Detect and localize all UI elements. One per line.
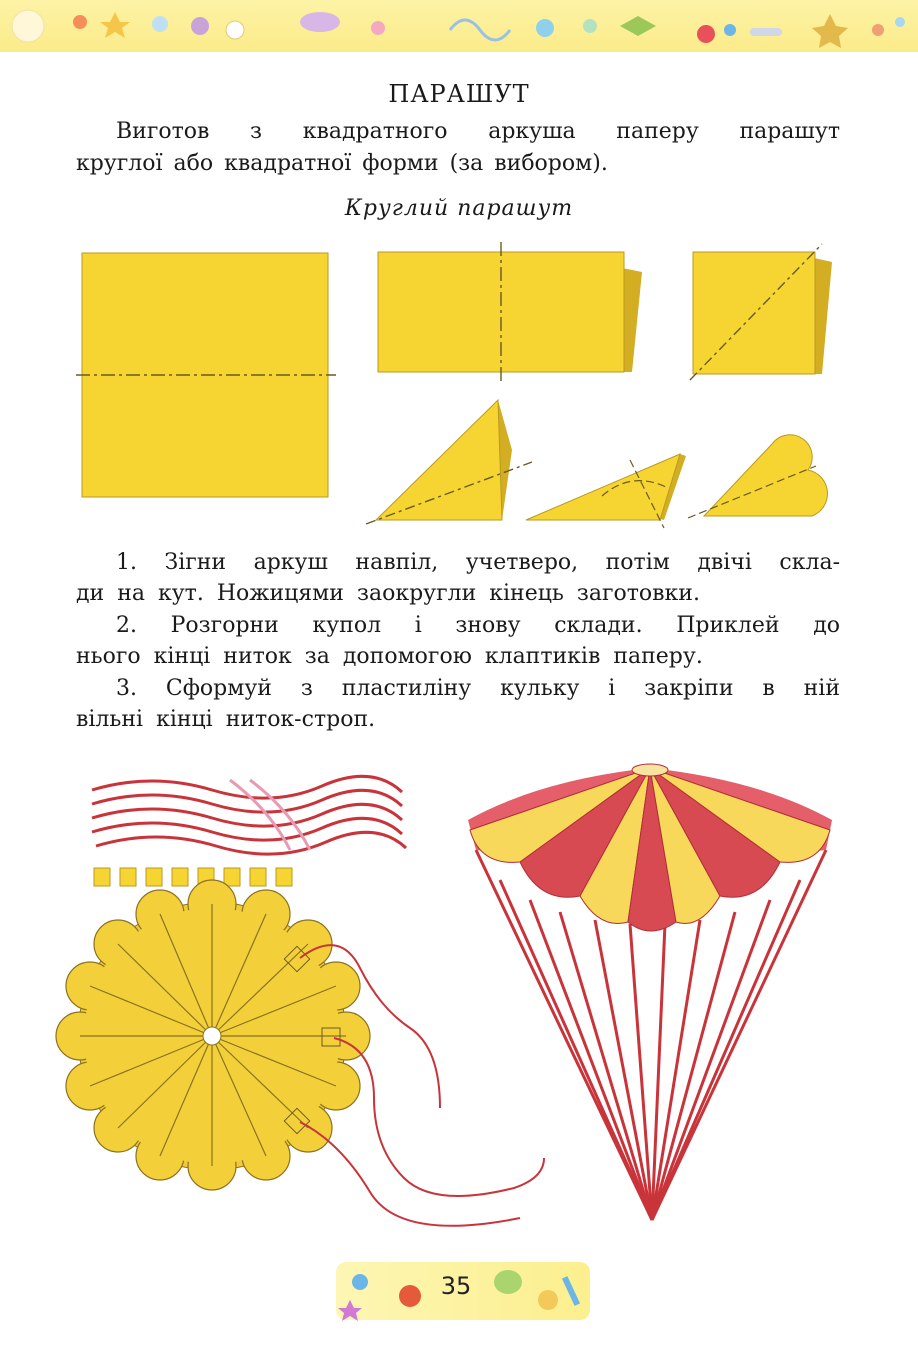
step-3-line-2: вільні кінці ниток-строп. <box>76 707 376 732</box>
step-2-line-1: 2. Розгорни купол і знову склади. Приклей до <box>116 613 840 638</box>
page-number: 35 <box>440 1272 472 1300</box>
section-subtitle: Круглий парашут <box>344 196 574 221</box>
step-1-line-1: 1. Зігни аркуш навпіл, учетверо, потім двічі скла- <box>116 550 840 575</box>
step-2-line-2: нього кінці ниток за допомогою клаптиків паперу. <box>76 644 703 669</box>
page-title: ПАРАШУТ <box>388 80 530 108</box>
intro-line-2: круглої або квадратної форми (за вибором). <box>76 151 608 176</box>
intro-line-1: Виготов з квадратного аркуша паперу парашут <box>116 119 840 144</box>
step-3-line-1: 3. Сформуй з пластиліну кульку і закріпи в ній <box>116 676 840 701</box>
step-1-line-2: ди на кут. Ножицями заокругли кінець заготовки. <box>76 581 700 606</box>
